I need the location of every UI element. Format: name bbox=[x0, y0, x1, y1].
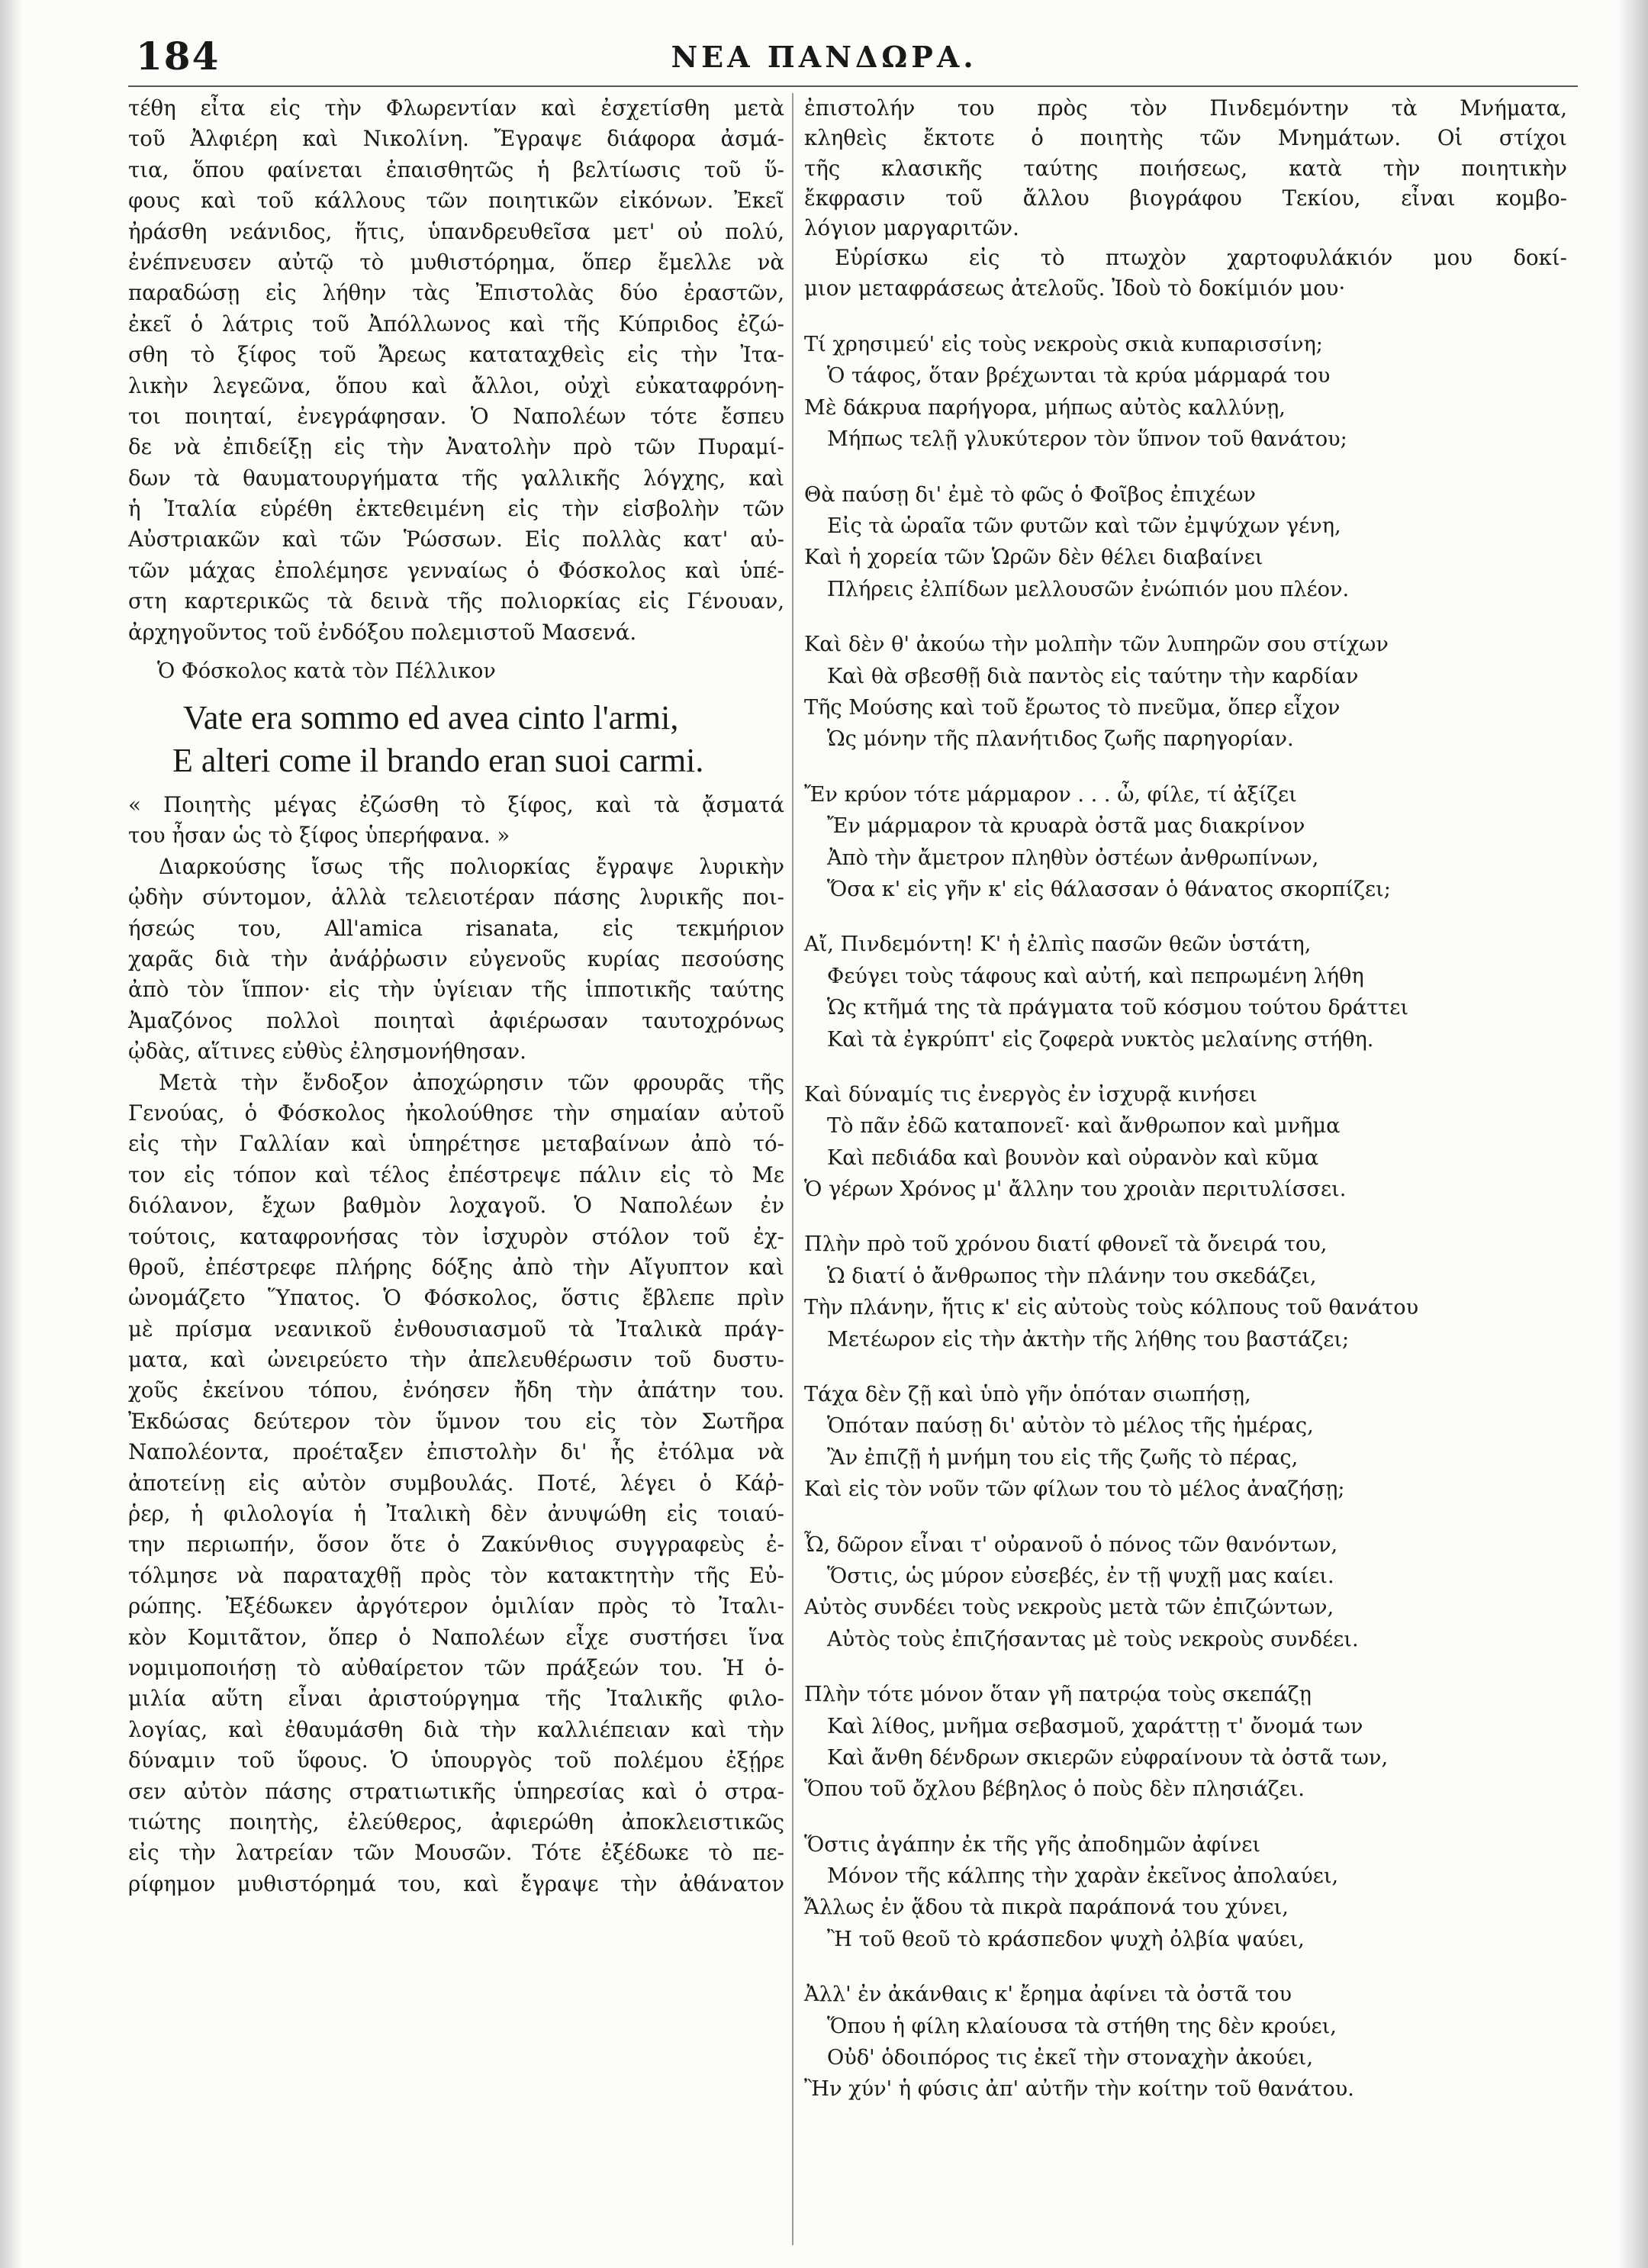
verse-line: Ἀπὸ τὴν ἄμετρον πληθὺν ὀστέων ἀνθρωπίνων, bbox=[827, 846, 1319, 870]
text-line: ματα, καὶ ὠνειρεύετο τὴν ἀπελευθέρωσιν τοῦ δυστυ- bbox=[128, 1347, 784, 1373]
verse-line: Ὦ, δῶρον εἶναι τ' οὐρανοῦ ὁ πόνος τῶν θανόντων, bbox=[804, 1532, 1338, 1557]
text-line: τον εἰς τόπον καὶ τέλος ἐπέστρεψε πάλιν εἰς τὸ Με bbox=[128, 1161, 784, 1187]
text-line: ἀποτείνῃ εἰς αὐτὸν συμβουλάς. Ποτέ, λέγει ὁ Κάῤ- bbox=[128, 1470, 784, 1496]
quote-attribution: Ὁ Φόσκολος κατὰ τὸν Πέλλικον bbox=[157, 659, 496, 684]
poem-stanza bbox=[804, 1229, 1567, 1355]
verse-line: Καὶ πεδιάδα καὶ βουνὸν καὶ οὐρανὸν καὶ κῦμα bbox=[827, 1145, 1319, 1170]
verse-line: Μετέωρον εἰς τὴν ἀκτὴν τῆς λήθης του βαστάζει; bbox=[827, 1327, 1350, 1351]
verse-line: Μήπως τελῇ γλυκύτερον τὸν ὕπνον τοῦ θανάτου; bbox=[827, 427, 1347, 452]
poem-stanza bbox=[804, 329, 1567, 456]
poem-stanza bbox=[804, 1079, 1567, 1206]
verse-line: Θὰ παύσῃ δι' ἐμὲ τὸ φῶς ὁ Φοῖβος ἐπιχέων bbox=[804, 482, 1256, 507]
verse-line: Καὶ τὰ ἐγκρύπτ' εἰς ζοφερὰ νυκτὸς μελαίνης στήθη. bbox=[827, 1027, 1374, 1052]
text-line: ἐκεῖ ὁ λάτρις τοῦ Ἀπόλλωνος καὶ τῆς Κύπριδος ἐζώ- bbox=[128, 311, 784, 337]
text-line: ἔκφρασιν τοῦ ἄλλου βιογράφου Τεκίου, εἶναι κομβο- bbox=[804, 185, 1567, 211]
text-line: Εὑρίσκω εἰς τὸ πτωχὸν χαρτοφυλάκιόν μου δοκί- bbox=[835, 245, 1567, 271]
text-line: του ἦσαν ὡς τὸ ξίφος ὑπερήφανα. » bbox=[128, 823, 510, 849]
text-line: μὲ πρίσμα νεανικοῦ ἐνθουσιασμοῦ τὰ Ἰταλικὰ πράγ- bbox=[128, 1316, 784, 1342]
verse-line: Μὲ δάκρυα παρήγορα, μήπως αὐτὸς καλλύνῃ, bbox=[804, 395, 1286, 420]
text-line: Ἀμαζόνος πολλοὶ ποιηταὶ ἀφιέρωσαν ταυτοχρόνως bbox=[128, 1007, 784, 1033]
right-column bbox=[804, 93, 1567, 2129]
text-line: εἰς τὴν λατρείαν τῶν Μουσῶν. Τότε ἐξέδωκε τὸ πε- bbox=[128, 1840, 784, 1866]
text-line: τέθη εἶτα εἰς τὴν Φλωρεντίαν καὶ ἐσχετίσθη μετὰ bbox=[128, 95, 784, 121]
page-number: 184 bbox=[136, 34, 220, 79]
text-line: τῶν μάχας ἐπολέμησε γενναίως ὁ Φόσκολος καὶ ὑπέ- bbox=[128, 557, 784, 583]
text-line: σεν αὐτὸν πάσης στρατιωτικῆς ὑπηρεσίας καὶ ὁ στρα- bbox=[128, 1778, 784, 1804]
verse-line: Καὶ ἡ χορεία τῶν Ὡρῶν δὲν θέλει διαβαίνει bbox=[804, 546, 1263, 570]
verse-line: Αἴ, Πινδεμόντη! Κ' ἡ ἐλπὶς πασῶν θεῶν ὑστάτη, bbox=[804, 933, 1312, 957]
verse-line: Καὶ θὰ σβεσθῇ διὰ παντὸς εἰς ταύτην τὴν καρδίαν bbox=[827, 664, 1359, 688]
verse-line: Ἢ τοῦ θεοῦ τὸ κράσπεδον ψυχὴ ὀλβία ψαύει, bbox=[827, 1927, 1305, 1951]
text-line: ἀρχηγοῦντος τοῦ ἐνδόξου πολεμιστοῦ Μασενά. bbox=[128, 619, 637, 645]
paragraph bbox=[128, 790, 784, 852]
verse-line: Τάχα δὲν ζῇ καὶ ὑπὸ γῆν ὁπόταν σιωπήσῃ, bbox=[804, 1383, 1251, 1407]
verse-line: Οὐδ' ὁδοιπόρος τις ἐκεῖ τὴν στοναχὴν ἀκούει, bbox=[827, 2046, 1313, 2070]
poem-stanza bbox=[804, 1679, 1567, 1806]
text-line: Μετὰ τὴν ἔνδοξον ἀποχώρησιν τῶν φρουρᾶς τῆς bbox=[159, 1069, 784, 1095]
text-line: ᾠδὴν σύντομον, ἀλλὰ τελειοτέραν πάσης λυρικῆς ποι- bbox=[128, 884, 784, 910]
verse-line: Ὅπου τοῦ ὄχλου βέβηλος ὁ ποὺς δὲν πλησιάζει. bbox=[804, 1777, 1305, 1802]
poem-stanza bbox=[804, 1979, 1567, 2105]
text-line: ἠράσθη νεάνιδος, ἥτις, ὑπανδρευθεῖσα μετ' οὐ πολύ, bbox=[128, 218, 784, 244]
text-line: τιώτης ποιητὴς, ἐλεύθερος, ἀφιερώθη ἀποκλειστικῶς bbox=[128, 1809, 784, 1835]
verse-line: Ὡ διατί ὁ ἄνθρωπος τὴν πλάνην του σκεδάζει, bbox=[827, 1264, 1317, 1288]
text-line: τοῦ Ἀλφιέρη καὶ Νικολίνη. Ἔγραψε διάφορα ἀσμά- bbox=[128, 126, 784, 152]
text-line: χοῦς ἐκείνου τόπου, ἐνόησεν ἤδη τὴν ἀπάτην του. bbox=[128, 1377, 784, 1403]
verse-line: Ὅστις ἀγάπην ἐκ τῆς γῆς ἀποδημῶν ἀφίνει bbox=[804, 1832, 1261, 1857]
text-line: Γενούας, ὁ Φόσκολος ἠκολούθησε τὴν σημαίαν αὐτοῦ bbox=[128, 1100, 784, 1126]
poem-stanza bbox=[804, 779, 1567, 906]
verse-line: Ὁ τάφος, ὅταν βρέχωνται τὰ κρύα μάρμαρά του bbox=[827, 364, 1331, 388]
poem-stanza bbox=[804, 479, 1567, 606]
poem-stanza bbox=[804, 1379, 1567, 1506]
verse-line: Ἔν μάρμαρον τὰ κρυαρὰ ὀστᾶ μας διακρίνον bbox=[827, 814, 1305, 839]
text-line: λογίας, καὶ ἐθαυμάσθη διὰ τὴν καλλιέπειαν καὶ τὴν bbox=[128, 1716, 784, 1742]
text-line: τούτοις, καταφρονήσας τὸν ἰσχυρὸν στόλον τοῦ ἐχ- bbox=[128, 1223, 784, 1249]
verse-line: Πλήρεις ἐλπίδων μελλουσῶν ἐνώπιόν μου πλέον. bbox=[827, 577, 1350, 601]
text-line: κὸν Κομιτᾶτον, ὅπερ ὁ Ναπολέων εἶχε συστήσει ἵνα bbox=[128, 1624, 784, 1650]
text-line: δε νὰ ἐπιδείξῃ εἰς τὴν Ἀνατολὴν πρὸ τῶν Πυραμί- bbox=[128, 434, 784, 460]
text-line: ήσεώς του, All'amica risanata, εἰς τεκμήριον bbox=[128, 915, 784, 941]
text-line: Αὐστριακῶν καὶ τῶν Ῥώσσων. Εἰς πολλὰς κατ' αὐ- bbox=[128, 527, 784, 553]
text-line: ρίφημον μυθιστόρημά του, καὶ ἔγραψε τὴν ἀθάνατον bbox=[128, 1870, 784, 1896]
verse-line: Τὸ πᾶν ἐδῶ καταπονεῖ· καὶ ἄνθρωπον καὶ μνῆμα bbox=[827, 1114, 1341, 1139]
text-line: λόγιον μαργαριτῶν. bbox=[804, 215, 1019, 241]
verse-line: Καὶ ἄνθη δένδρων σκιερῶν εὐφραίνουν τὰ ὀστᾶ των, bbox=[827, 1745, 1389, 1770]
running-head: ΝΕΑ ΠΑΝΔΩΡΑ. bbox=[671, 40, 977, 74]
verse-line: Αὐτὸς τοὺς ἐπιζήσαντας μὲ τοὺς νεκροὺς συνδέει. bbox=[827, 1627, 1359, 1651]
verse-line: Ὡς κτῆμά της τὰ πράγματα τοῦ κόσμου τούτου δράττει bbox=[827, 996, 1409, 1020]
text-line: Ναπολέοντα, προέταξεν ἐπιστολὴν δι' ἧς ἐτόλμα νὰ bbox=[128, 1439, 784, 1465]
text-line: ἐνέπνευσεν αὐτῷ τὸ μυθιστόρημα, ὅπερ ἔμελλε νὰ bbox=[128, 249, 784, 275]
poem-stanza bbox=[804, 629, 1567, 755]
paragraph bbox=[128, 93, 784, 648]
verse-line: Ὅστις, ὡς μύρον εὐσεβές, ἐν τῇ ψυχῇ μας καίει. bbox=[827, 1564, 1334, 1588]
text-line: δύναμιν τοῦ ὕφους. Ὁ ὑπουργὸς τοῦ πολέμου ἐξῄρε bbox=[128, 1748, 784, 1773]
verse-line: Πλὴν πρὸ τοῦ χρόνου διατί φθονεῖ τὰ ὄνειρά του, bbox=[804, 1232, 1328, 1257]
text-line: μιον μεταφράσεως ἀτελοῦς. Ἰδοὺ τὸ δοκίμιόν μου· bbox=[804, 275, 1346, 301]
verse-line: Καὶ δύναμίς τις ἐνεργὸς ἐν ἰσχυρᾷ κινήσει bbox=[804, 1082, 1257, 1107]
verse-line: Αὐτὸς συνδέει τοὺς νεκροὺς μετὰ τῶν ἐπιζώντων, bbox=[804, 1596, 1334, 1620]
text-line: ῥερ, ἡ φιλολογία ἡ Ἰταλικὴ δὲν ἀνυψώθη εἰς τοιαύ- bbox=[128, 1501, 784, 1527]
italian-verse-line: E alteri come il brando eran suoi carmi. bbox=[172, 742, 704, 780]
column-divider bbox=[792, 93, 793, 2245]
text-line: θροῦ, ἐπέστρεφε πλήρης δόξης ἀπὸ τὴν Αἴγυπτον καὶ bbox=[128, 1254, 784, 1280]
text-line: νομιμοποιήσῃ τὸ αὐθαίρετον τῶν πράξεών του. Ἡ ὁ- bbox=[128, 1654, 784, 1680]
text-line: ρώπης. Ἐξέδωκεν ἀργότερον ὁμιλίαν πρὸς τὸ Ἰταλι- bbox=[128, 1593, 784, 1619]
poem-translation bbox=[804, 329, 1567, 2105]
verse-line: Ὡς μόνην τῆς πλανήτιδος ζωῆς παρηγορίαν. bbox=[827, 727, 1294, 752]
verse-line: Εἰς τὰ ὡραῖα τῶν φυτῶν καὶ τῶν ἐμψύχων γένη, bbox=[827, 514, 1341, 539]
poem-stanza bbox=[804, 1829, 1567, 1956]
verse-line: Ἀλλ' ἐν ἀκάνθαις κ' ἔρημα ἀφίνει τὰ ὀστᾶ του bbox=[804, 1983, 1292, 2007]
text-line: φους καὶ τοῦ κάλλους τῶν ποιητικῶν εἰκόνων. Ἐκεῖ bbox=[128, 188, 784, 214]
poem-stanza bbox=[804, 929, 1567, 1055]
text-line: τοι ποιηταί, ἐνεγράφησαν. Ὁ Ναπολέων τότε ἔσπευ bbox=[128, 403, 784, 429]
text-line: την περιωπήν, ὅσον ὅτε ὁ Ζακύνθιος συγγραφεὺς ἐ- bbox=[128, 1532, 784, 1558]
text-line: τόλμησε νὰ παραταχθῇ πρὸς τὸν κατακτητὴν τῆς Εὐ- bbox=[128, 1562, 784, 1588]
text-line: Διαρκούσης ἴσως τῆς πολιορκίας ἔγραψε λυρικὴν bbox=[159, 853, 784, 879]
scan-left-edge bbox=[0, 0, 23, 2268]
verse-line: Ἄλλως ἐν ᾅδου τὰ πικρὰ παράπονά του χύνει, bbox=[804, 1896, 1289, 1920]
verse-line: Καὶ λίθος, μνῆμα σεβασμοῦ, χαράττῃ τ' ὄνομά των bbox=[827, 1714, 1363, 1738]
left-column bbox=[128, 93, 784, 1899]
scan-right-edge bbox=[1616, 0, 1648, 2268]
verse-line: Τὴν πλάνην, ἥτις κ' εἰς αὐτοὺς τοὺς κόλπους τοῦ θανάτου bbox=[804, 1296, 1419, 1320]
text-line: ὠνομάζετο Ὕπατος. Ὁ Φόσκολος, ὅστις ἔβλεπε πρὶν bbox=[128, 1285, 784, 1311]
poem-stanza bbox=[804, 1529, 1567, 1656]
text-line: χαρᾶς διὰ τὴν ἀνάῤῥωσιν εὐγενοῦς κυρίας πεσούσης bbox=[128, 946, 784, 971]
paragraph bbox=[804, 93, 1567, 243]
verse-line: Ὁπόταν παύσῃ δι' αὐτὸν τὸ μέλος τῆς ἡμέρας, bbox=[827, 1414, 1314, 1438]
text-line: διόλανον, ἔχων βαθμὸν λοχαγοῦ. Ὁ Ναπολέων ἐν bbox=[128, 1193, 784, 1219]
verse-line: Τῆς Μούσης καὶ τοῦ ἔρωτος τὸ πνεῦμα, ὅπερ εἶχον bbox=[804, 695, 1341, 720]
text-line: τια, ὅπου φαίνεται ἐπαισθητῶς ἡ βελτίωσις τοῦ ὕ- bbox=[128, 156, 784, 182]
text-line: κληθεὶς ἔκτοτε ὁ ποιητὴς τῶν Μνημάτων. Οἱ στίχοι bbox=[804, 125, 1567, 151]
verse-line: Ἔν κρύον τότε μάρμαρον . . . ὦ, φίλε, τί ἀξίζει bbox=[804, 782, 1297, 807]
paragraph bbox=[128, 1068, 784, 1900]
text-line: ἐπιστολήν του πρὸς τὸν Πινδεμόντην τὰ Μνήματα, bbox=[804, 95, 1567, 121]
text-line: μιλία αὕτη εἶναι ἀριστούργημα τῆς Ἰταλικῆς φιλο- bbox=[128, 1686, 784, 1712]
text-line: Ἐκδώσας δεύτερον τὸν ὕμνον του εἰς τὸν Σωτῆρα bbox=[128, 1408, 784, 1434]
text-line: στη καρτερικῶς τὰ δεινὰ τῆς πολιορκίας εἰς Γένουαν, bbox=[128, 588, 784, 614]
text-line: εἰς τὴν Γαλλίαν καὶ ὑπηρέτησε μεταβαίνων ἀπὸ τό- bbox=[128, 1131, 784, 1157]
text-line: ᾠδὰς, αἵτινες εὐθὺς ἐλησμονήθησαν. bbox=[128, 1039, 526, 1065]
verse-line: Τί χρησιμεύ' εἰς τοὺς νεκροὺς σκιὰ κυπαρισσίνη; bbox=[804, 333, 1323, 357]
text-line: σθη τὸ ξίφος τοῦ Ἄρεως καταταχθεὶς εἰς τὴν Ἰτα- bbox=[128, 342, 784, 368]
verse-line: Φεύγει τοὺς τάφους καὶ αὐτή, καὶ πεπρωμένη λήθη bbox=[827, 964, 1364, 988]
verse-line: Ὁ γέρων Χρόνος μ' ἄλλην του χροιὰν περιτυλίσσει. bbox=[804, 1177, 1347, 1202]
verse-line: Μόνον τῆς κάλπης τὴν χαρὰν ἐκεῖνος ἀπολαύει, bbox=[827, 1864, 1339, 1889]
text-line: παραδώσῃ εἰς λήθην τὰς Ἐπιστολὰς δύο ἐραστῶν, bbox=[128, 280, 784, 306]
text-line: τῆς κλασικῆς ταύτης ποιήσεως, κατὰ τὴν ποιητικὴν bbox=[804, 155, 1567, 181]
text-line: « Ποιητὴς μέγας ἐζώσθη τὸ ξίφος, καὶ τὰ ᾄσματά bbox=[128, 792, 784, 818]
verse-line: Καὶ εἰς τὸν νοῦν τῶν φίλων του τὸ μέλος ἀναζήσῃ; bbox=[804, 1477, 1345, 1502]
paragraph bbox=[128, 852, 784, 1068]
verse-line: Ὅπου ἡ φίλη κλαίουσα τὰ στήθη της δὲν κρούει, bbox=[827, 2014, 1337, 2038]
verse-line: Ὅσα κ' εἰς γῆν κ' εἰς θάλασσαν ὁ θάνατος σκορπίζει; bbox=[827, 877, 1391, 901]
verse-line: Ἢν χύν' ἡ φύσις ἀπ' αὐτῆν τὴν κοίτην τοῦ θανάτου. bbox=[804, 2077, 1354, 2102]
header-rule bbox=[128, 85, 1578, 87]
text-line: ἡ Ἰταλία εὑρέθη ἐκτεθειμένη εἰς τὴν εἰσβολὴν τῶν bbox=[128, 496, 784, 522]
verse-line: Ἂν ἐπιζῇ ἡ μνήμη του εἰς τῆς ζωῆς τὸ πέρας, bbox=[827, 1445, 1299, 1470]
verse-line: Καὶ δὲν θ' ἀκούω τὴν μολπὴν τῶν λυπηρῶν σου στίχων bbox=[804, 633, 1389, 657]
italian-verse-line: Vate era sommo ed avea cinto l'armi, bbox=[183, 699, 679, 737]
text-line: δων τὰ θαυματουργήματα τῆς γαλλικῆς λόγχης, καὶ bbox=[128, 465, 784, 491]
verse-line: Πλὴν τότε μόνον ὅταν γῆ πατρῴα τοὺς σκεπάζῃ bbox=[804, 1683, 1312, 1707]
text-line: ἀπὸ τὸν ἵππον· εἰς τὴν ὑγίειαν τῆς ἱπποτικῆς ταύτης bbox=[128, 977, 784, 1003]
paragraph bbox=[804, 243, 1567, 303]
text-line: λικὴν λεγεῶνα, ὅπου καὶ ἄλλοι, οὐχὶ εὐκαταφρόνη- bbox=[128, 372, 784, 398]
